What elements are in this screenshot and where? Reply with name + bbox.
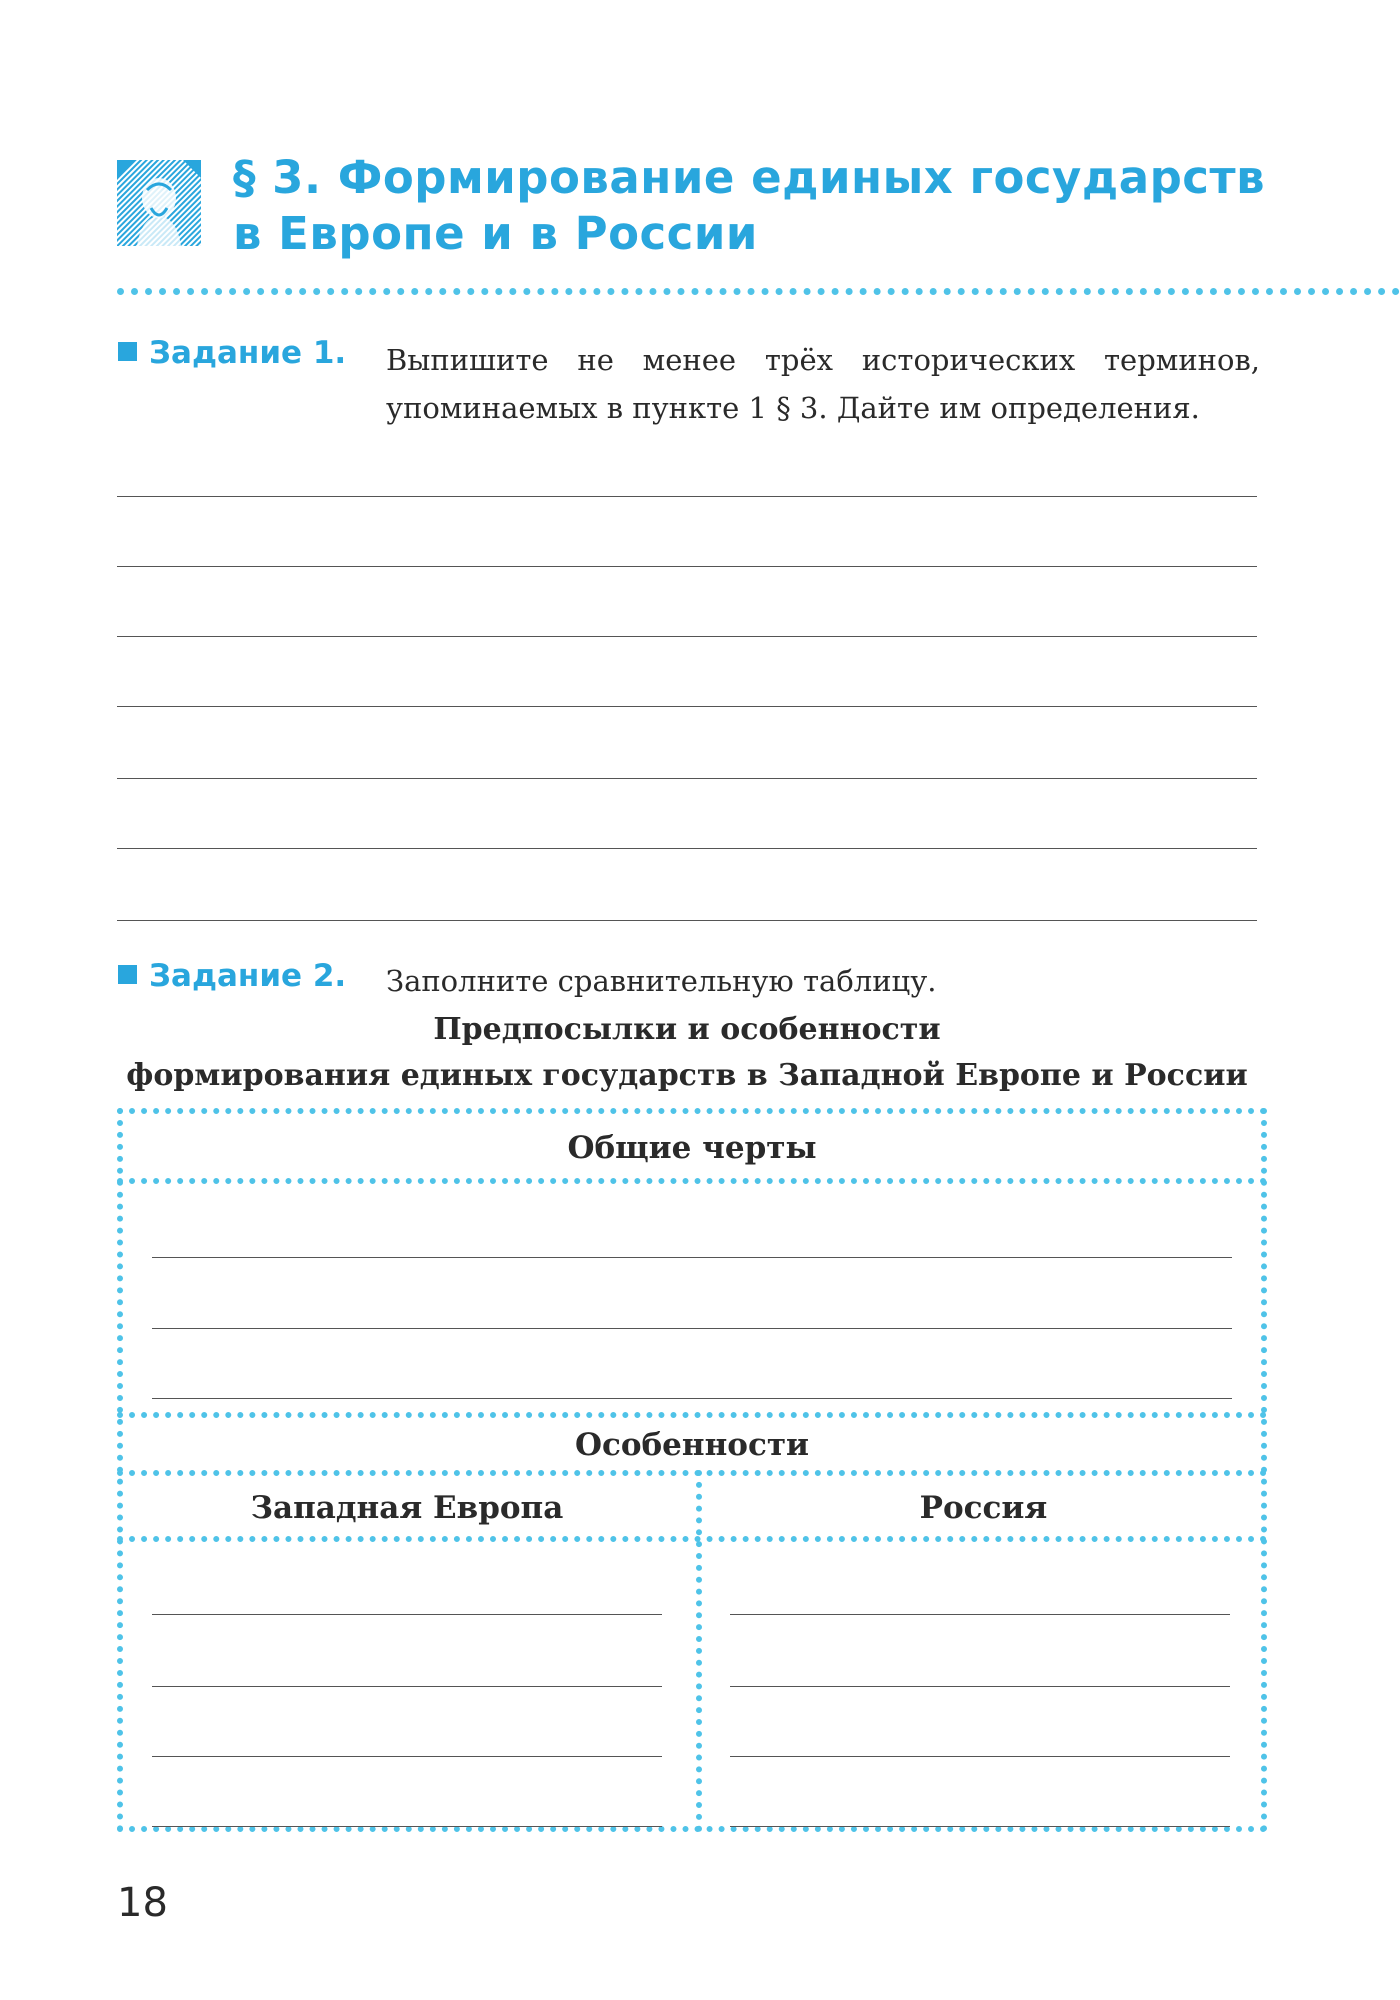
square-bullet-icon — [118, 342, 137, 361]
table-divider-1 — [117, 1178, 1267, 1184]
answer-line-4[interactable] — [117, 706, 1257, 707]
russia-line-4[interactable] — [730, 1826, 1230, 1827]
features-header: Особенности — [574, 1427, 810, 1463]
task-2-label-text: Задание 2. — [149, 958, 347, 994]
russia-line-2[interactable] — [730, 1686, 1230, 1687]
task-2-label — [118, 958, 346, 994]
portrait-engraving-icon — [117, 160, 201, 246]
common-line-1[interactable] — [152, 1257, 1232, 1258]
answer-line-2[interactable] — [117, 566, 1257, 567]
answer-line-1[interactable] — [117, 496, 1257, 497]
western-europe-line-4[interactable] — [152, 1826, 662, 1827]
western-europe-line-1[interactable] — [152, 1614, 662, 1615]
western-europe-line-3[interactable] — [152, 1756, 662, 1757]
section-title — [233, 150, 1373, 262]
table-divider-2 — [117, 1412, 1267, 1418]
answer-line-3[interactable] — [117, 636, 1257, 637]
square-bullet-icon — [118, 965, 137, 984]
table-divider-3 — [117, 1470, 1267, 1476]
answer-line-5[interactable] — [117, 778, 1257, 779]
answer-line-6[interactable] — [117, 848, 1257, 849]
russia-line-3[interactable] — [730, 1756, 1230, 1757]
section-title-line-1: § 3. Формирование единых государств — [233, 151, 1266, 204]
page-number: 18 — [117, 1880, 168, 1926]
table-caption-line-2: формирования единых государств в Западной Европе и России — [126, 1058, 1248, 1093]
common-features-header: Общие черты — [567, 1130, 817, 1166]
task-1-label — [118, 335, 346, 371]
table-caption-line-1: Предпосылки и особенности — [433, 1012, 941, 1047]
task-2-text: Заполните сравнительную таблицу. — [386, 964, 937, 998]
answer-line-7[interactable] — [117, 920, 1257, 921]
western-europe-column-header: Западная Европа — [250, 1490, 564, 1526]
western-europe-line-2[interactable] — [152, 1686, 662, 1687]
header-divider — [117, 288, 1400, 295]
common-line-3[interactable] — [152, 1398, 1232, 1399]
russia-line-1[interactable] — [730, 1614, 1230, 1615]
common-line-2[interactable] — [152, 1328, 1232, 1329]
task-1-text: Выпишите не менее трёх исторических терминов, упоминаемых в пункте 1 § 3. Дайте им определения. — [386, 343, 1260, 425]
table-divider-4 — [117, 1536, 1267, 1542]
russia-column-header: Россия — [919, 1490, 1048, 1526]
section-title-line-2: в Европе и в России — [233, 207, 758, 260]
task-1-label-text: Задание 1. — [149, 335, 347, 371]
